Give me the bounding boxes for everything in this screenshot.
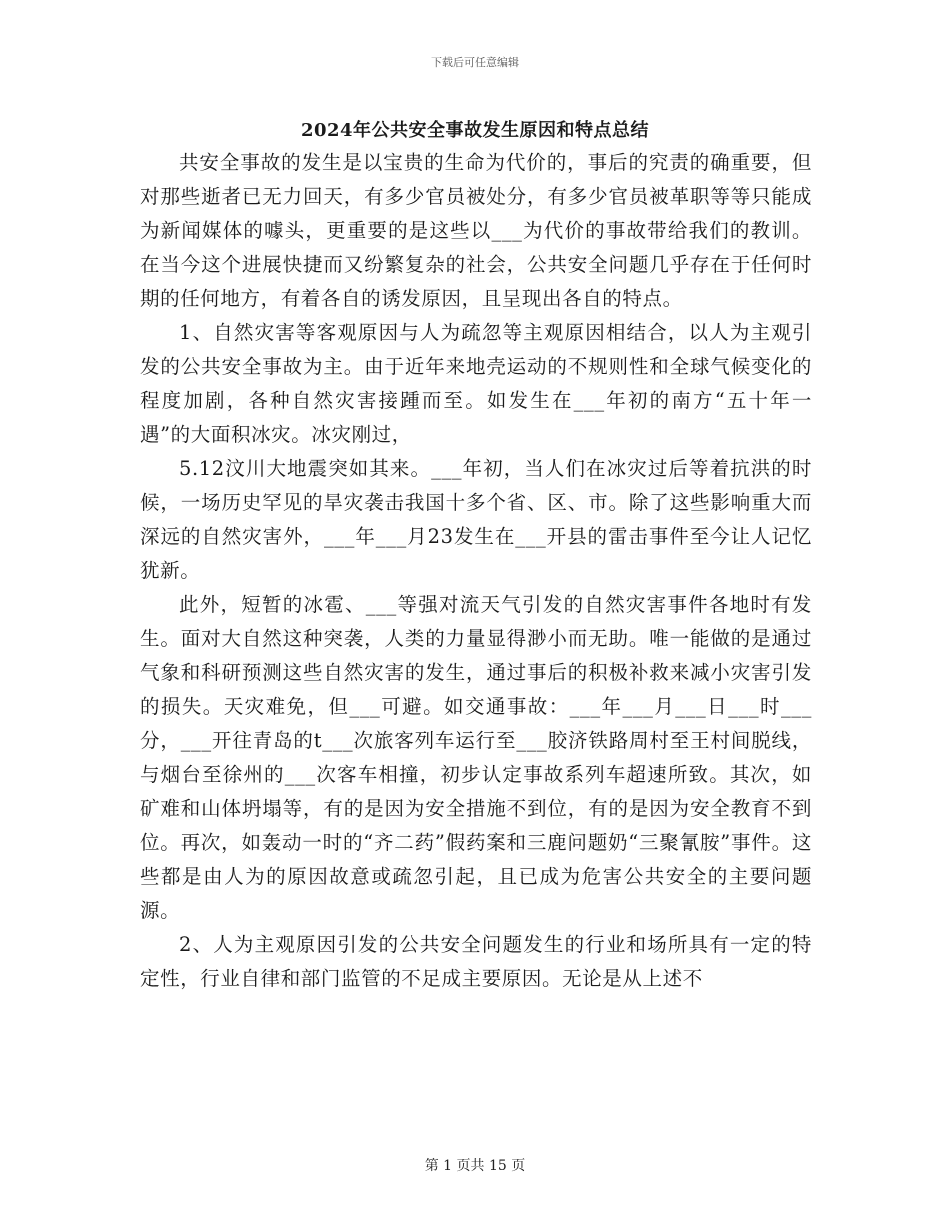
header-note: 下载后可任意编辑 bbox=[431, 56, 519, 69]
paragraph-other-disasters: 此外，短暂的冰雹、___等强对流天气引发的自然灾害事件各地时有发生。面对大自然这种突袭，人类的力量显得渺小而无助。唯一能做的是通过气象和科研预测这些自然灾害的发生，通过事后的积极补救来减小灾害引发的损失。天灾难免，但___可避。如交通事故：___年___月___日___时___分，___开往青岛的t___次旅客列车运行至___胶济铁路周村至王村间脱线，与烟台至徐州的___次客车相撞，初步认定事故系列车超速所致。其次，如矿难和山体坍塌等，有的是因为安全措施不到位，有的是因为安全教育不到位。再次，如轰动一时的“齐二药”假药案和三鹿问题奶“三聚氰胺”事件。这些都是由人为的原因故意或疏忽引起，且已成为危害公共安全的主要问题源。 bbox=[140, 593, 812, 922]
paragraph-earthquake: 5.12汶川大地震突如其来。___年初，当人们在冰灾过后等着抗洪的时候，一场历史罕见的旱灾袭击我国十多个省、区、市。除了这些影响重大而深远的自然灾害外，___年___月23发生在___开县的雷击事件至今让人记忆犹新。 bbox=[140, 457, 812, 582]
document-title: 2024年公共安全事故发生原因和特点总结 bbox=[300, 120, 650, 141]
document-body bbox=[140, 146, 812, 996]
paragraph-point-2: 2、人为主观原因引发的公共安全问题发生的行业和场所具有一定的特定性，行业自律和部门监管的不足成主要原因。无论是从上述不 bbox=[140, 933, 812, 990]
page-number: 第 1 页共 15 页 bbox=[424, 1158, 526, 1174]
paragraph-intro: 共安全事故的发生是以宝贵的生命为代价的，事后的究责的确重要，但对那些逝者已无力回天，有多少官员被处分，有多少官员被革职等等只能成为新闻媒体的噱头，更重要的是这些以___为代价的事故带给我们的教训。在当今这个进展快捷而又纷繁复杂的社会，公共安全问题几乎存在于任何时期的任何地方，有着各自的诱发原因，且呈现出各自的特点。 bbox=[140, 151, 812, 310]
paragraph-point-1: 1、自然灾害等客观原因与人为疏忽等主观原因相结合，以人为主观引发的公共安全事故为主。由于近年来地壳运动的不规则性和全球气候变化的程度加剧，各种自然灾害接踵而至。如发生在___年初的南方“五十年一遇”的大面积冰灾。冰灾刚过， bbox=[140, 321, 812, 446]
